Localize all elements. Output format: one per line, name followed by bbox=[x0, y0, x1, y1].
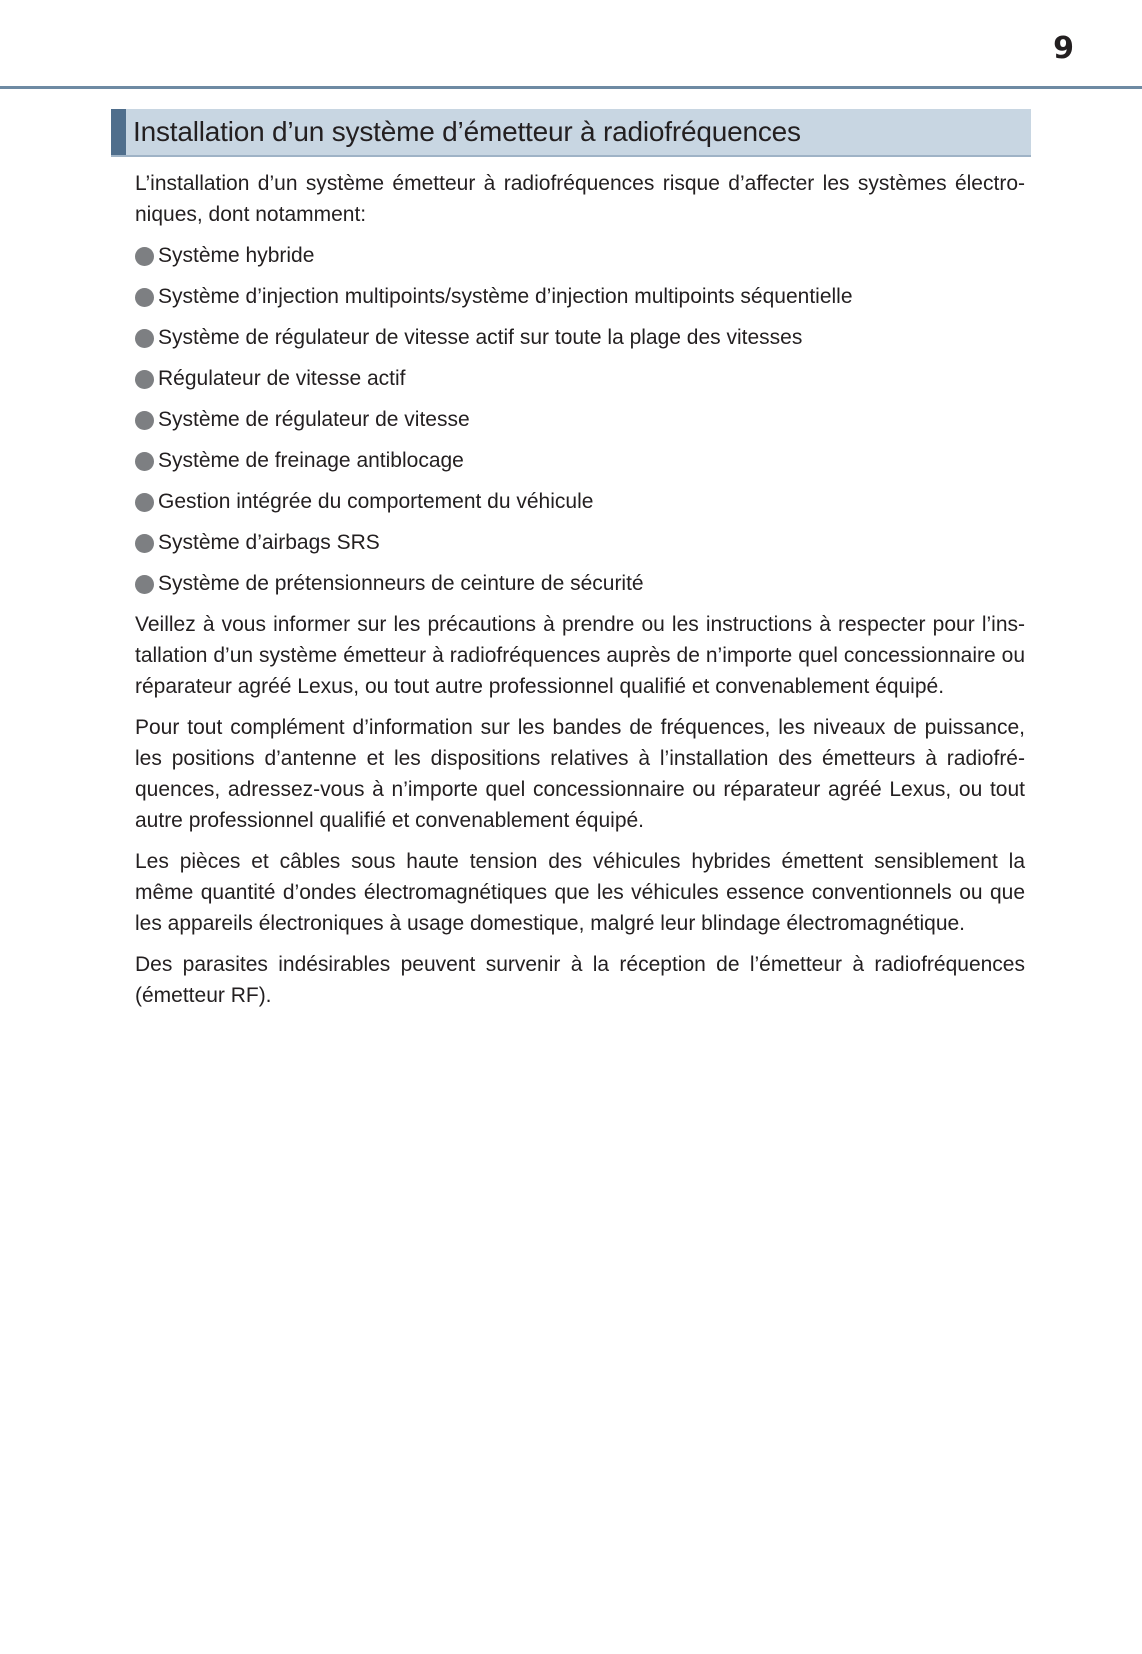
bullet-icon bbox=[135, 493, 154, 512]
list-item-label: Système de régulateur de vitesse bbox=[158, 408, 470, 431]
list-item bbox=[135, 568, 1025, 599]
list-item bbox=[135, 445, 1025, 476]
bullet-icon bbox=[135, 288, 154, 307]
page-content bbox=[135, 168, 1025, 1021]
list-item-label: Système de prétensionneurs de ceinture de sécurité bbox=[158, 572, 644, 595]
section-title: Installation d’un système d’émetteur à radiofréquences bbox=[133, 116, 801, 147]
list-item bbox=[135, 486, 1025, 517]
bullet-icon bbox=[135, 370, 154, 389]
list-item bbox=[135, 322, 1025, 353]
list-item bbox=[135, 404, 1025, 435]
list-item bbox=[135, 527, 1025, 558]
bullet-icon bbox=[135, 329, 154, 348]
bullet-icon bbox=[135, 411, 154, 430]
list-item bbox=[135, 281, 1025, 312]
list-item-label: Système hybride bbox=[158, 244, 315, 267]
intro-paragraph: L’installation d’un système émetteur à radiofréquences risque d’affecter les systèmes électroniques, dont notamment: bbox=[135, 172, 1025, 226]
bullet-icon bbox=[135, 534, 154, 553]
body-paragraph: Des parasites indésirables peuvent survenir à la réception de l’émetteur à radiofréquences (émetteur RF). bbox=[135, 953, 1025, 1007]
list-item-label: Gestion intégrée du comportement du véhicule bbox=[158, 490, 594, 513]
page-number: 9 bbox=[1053, 31, 1074, 66]
list-item bbox=[135, 240, 1025, 271]
bullet-icon bbox=[135, 452, 154, 471]
list-item bbox=[135, 363, 1025, 394]
body-paragraph: Veillez à vous informer sur les précautions à prendre ou les instructions à respecter pour l’installation d’un système émetteur à radiofréquences auprès de n’importe quel concessionnaire ou réparateur agréé Lexus, ou tout autre professionnel qualifié et convenablement équipé. bbox=[135, 613, 1025, 698]
section-header-accent-bar bbox=[111, 109, 126, 155]
header-rule bbox=[0, 86, 1142, 89]
affected-systems-list bbox=[135, 240, 1025, 599]
list-item-label: Régulateur de vitesse actif bbox=[158, 367, 406, 390]
list-item-label: Système de freinage antiblocage bbox=[158, 449, 464, 472]
bullet-icon bbox=[135, 247, 154, 266]
list-item-label: Système de régulateur de vitesse actif sur toute la plage des vitesses bbox=[158, 326, 803, 349]
bullet-icon bbox=[135, 575, 154, 594]
list-item-label: Système d’airbags SRS bbox=[158, 531, 380, 554]
body-paragraph: Pour tout complément d’information sur les bandes de fréquences, les niveaux de puissance, les positions d’antenne et les dispositions relatives à l’installation des émetteurs à radiofréquences, adressez-vous à n’importe quel concessionnaire ou réparateur agréé Lexus, ou tout autre professionnel qualifié et convenablement équipé. bbox=[135, 716, 1025, 832]
body-paragraph: Les pièces et câbles sous haute tension des véhicules hybrides émettent sensiblement la même quantité d’ondes électromagnétiques que les véhicules essence conventionnels ou que les appareils électroniques à usage domestique, malgré leur blindage électromagnétique. bbox=[135, 850, 1025, 935]
section-header bbox=[111, 109, 1031, 157]
list-item-label: Système d’injection multipoints/système d’injection multipoints séquentielle bbox=[158, 285, 853, 308]
